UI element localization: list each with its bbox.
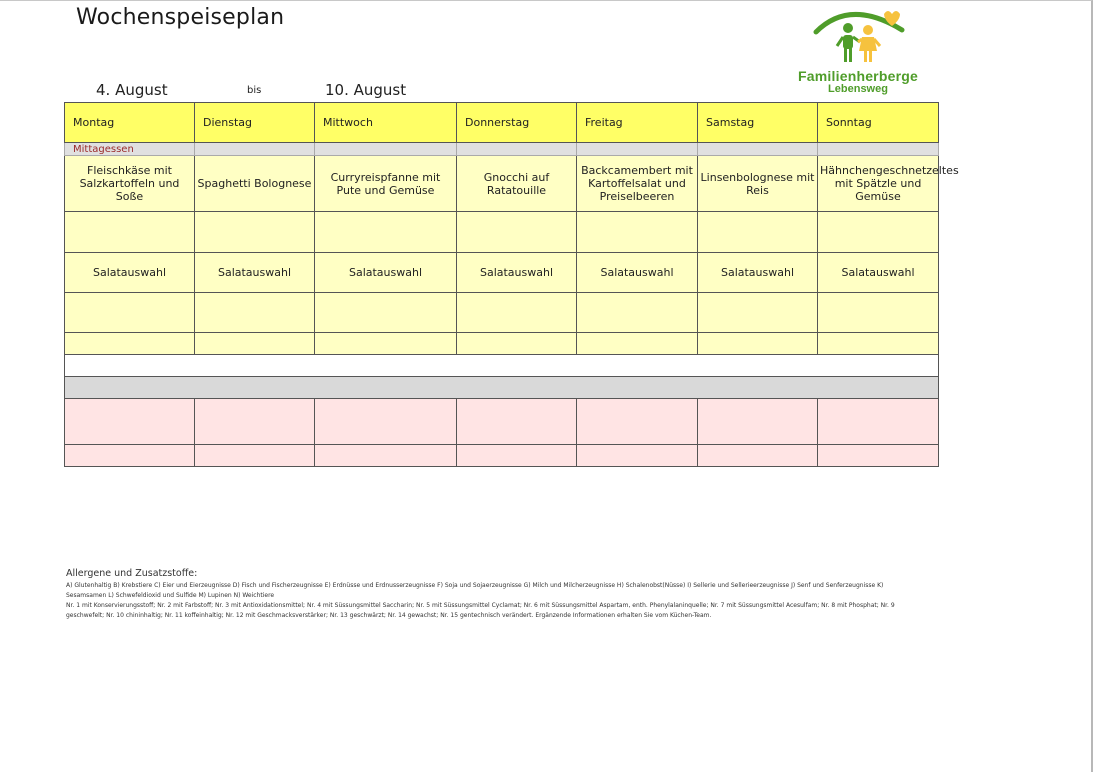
day-header-friday: Freitag (577, 103, 698, 143)
salad-cell-monday: Salatauswahl (65, 253, 195, 293)
day-header-monday: Montag (65, 103, 195, 143)
meal-cell-tuesday: Spaghetti Bolognese (195, 156, 315, 212)
empty-cell (315, 293, 457, 333)
meal-cell-monday: Fleischkäse mit Salzkartoffeln und Soße (65, 156, 195, 212)
day-header-row (65, 103, 939, 143)
section-row-lunch (65, 143, 939, 156)
section-label: Mittagessen (65, 143, 195, 156)
empty-cell (457, 333, 577, 355)
additive-line: geschwefelt; Nr. 10 chininhaltig; Nr. 11 koffeinhaltig; Nr. 12 mit Geschmacksverstärker; Nr. 13 geschwärzt; Nr. 14 gewachst; Nr. 15 gentechnisch verändert. Ergänzende Informationen erhalten Sie vom Küchen-Team. (66, 612, 712, 619)
date-from: 4. August (96, 81, 168, 99)
empty-cell (577, 212, 698, 253)
day-header-sunday: Sonntag (818, 103, 939, 143)
empty-row (65, 333, 939, 355)
family-house-icon (810, 4, 910, 66)
pink-cell (195, 399, 315, 445)
salad-cell-friday: Salatauswahl (577, 253, 698, 293)
pink-cell (698, 399, 818, 445)
section-cell (818, 143, 939, 156)
empty-cell (195, 212, 315, 253)
salad-cell-thursday: Salatauswahl (457, 253, 577, 293)
empty-cell (698, 293, 818, 333)
allergen-heading: Allergene und Zusatzstoffe: (66, 568, 198, 579)
meal-cell-friday: Backcamembert mit Kartoffelsalat und Preiselbeeren (577, 156, 698, 212)
empty-cell (315, 333, 457, 355)
pink-cell (457, 445, 577, 467)
empty-cell (457, 212, 577, 253)
pink-cell (577, 399, 698, 445)
empty-cell (195, 293, 315, 333)
date-separator: bis (247, 85, 262, 96)
empty-cell (818, 293, 939, 333)
empty-row (65, 212, 939, 253)
empty-cell (65, 212, 195, 253)
pink-row (65, 399, 939, 445)
empty-cell (698, 212, 818, 253)
empty-cell (577, 333, 698, 355)
salad-row (65, 253, 939, 293)
section-cell (698, 143, 818, 156)
salad-cell-wednesday: Salatauswahl (315, 253, 457, 293)
date-to: 10. August (325, 81, 407, 99)
pink-cell (195, 445, 315, 467)
empty-cell (195, 333, 315, 355)
pink-cell (457, 399, 577, 445)
meal-cell-sunday: Hähnchengeschnetzeltes mit Spätzle und Gemüse (818, 156, 939, 212)
salad-cell-sunday: Salatauswahl (818, 253, 939, 293)
salad-cell-saturday: Salatauswahl (698, 253, 818, 293)
meal-cell-thursday: Gnocchi auf Ratatouille (457, 156, 577, 212)
pink-cell (65, 399, 195, 445)
salad-cell-tuesday: Salatauswahl (195, 253, 315, 293)
allergen-legend (66, 568, 926, 621)
page-title: Wochenspeiseplan (76, 5, 285, 30)
pink-cell (818, 399, 939, 445)
day-header-tuesday: Dienstag (195, 103, 315, 143)
logo-subtitle: Lebensweg (828, 83, 888, 95)
section-cell (315, 143, 457, 156)
day-header-saturday: Samstag (698, 103, 818, 143)
pink-row (65, 445, 939, 467)
allergen-line: A) Glutenhaltig B) Krebstiere C) Eier und Eierzeugnisse D) Fisch und Fischerzeugnisse E) Erdnüsse und Erdnusserzeugnisse F) Soja und Sojaerzeugnisse G) Milch und Milcherzeugnisse H) Schalenobst(Nüsse) I) Sellerie und Sellerieerzeugnisse J) Senf und Senferzeugnisse K) (66, 582, 884, 589)
grey-cell (65, 377, 939, 399)
pink-cell (818, 445, 939, 467)
empty-cell (698, 333, 818, 355)
grey-row (65, 377, 939, 399)
meal-cell-wednesday: Curryreispfanne mit Pute und Gemüse (315, 156, 457, 212)
empty-cell (818, 212, 939, 253)
day-header-wednesday: Mittwoch (315, 103, 457, 143)
meal-cell-saturday: Linsenbolognese mit Reis (698, 156, 818, 212)
empty-cell (457, 293, 577, 333)
additive-line: Nr. 1 mit Konservierungsstoff; Nr. 2 mit Farbstoff; Nr. 3 mit Antioxidationsmittel; Nr. 4 mit Süssungsmittel Saccharin; Nr. 5 mit Süssungsmittel Cyclamat; Nr. 6 mit Süssungsmittel Aspartam, enth. Phenylalaninquelle; Nr. 7 mit Süssungsmittel Acesulfam; Nr. 8 mit Phosphat; Nr. 9 (66, 602, 895, 609)
section-cell (457, 143, 577, 156)
section-cell (195, 143, 315, 156)
meal-row (65, 156, 939, 212)
meal-plan-table (64, 102, 959, 467)
pink-cell (315, 399, 457, 445)
day-header-thursday: Donnerstag (457, 103, 577, 143)
logo (790, 4, 930, 100)
empty-row (65, 293, 939, 333)
empty-cell (65, 293, 195, 333)
pink-cell (577, 445, 698, 467)
pink-cell (65, 445, 195, 467)
pink-cell (698, 445, 818, 467)
empty-cell (577, 293, 698, 333)
empty-cell (315, 212, 457, 253)
pink-cell (315, 445, 457, 467)
empty-cell (65, 333, 195, 355)
section-cell (577, 143, 698, 156)
white-row (65, 355, 939, 377)
allergen-line: Sesamsamen L) Schwefeldioxid und Sulfide M) Lupinen N) Weichtiere (66, 592, 275, 599)
white-cell (65, 355, 939, 377)
logo-name: Familienherberge (798, 68, 918, 84)
empty-cell (818, 333, 939, 355)
